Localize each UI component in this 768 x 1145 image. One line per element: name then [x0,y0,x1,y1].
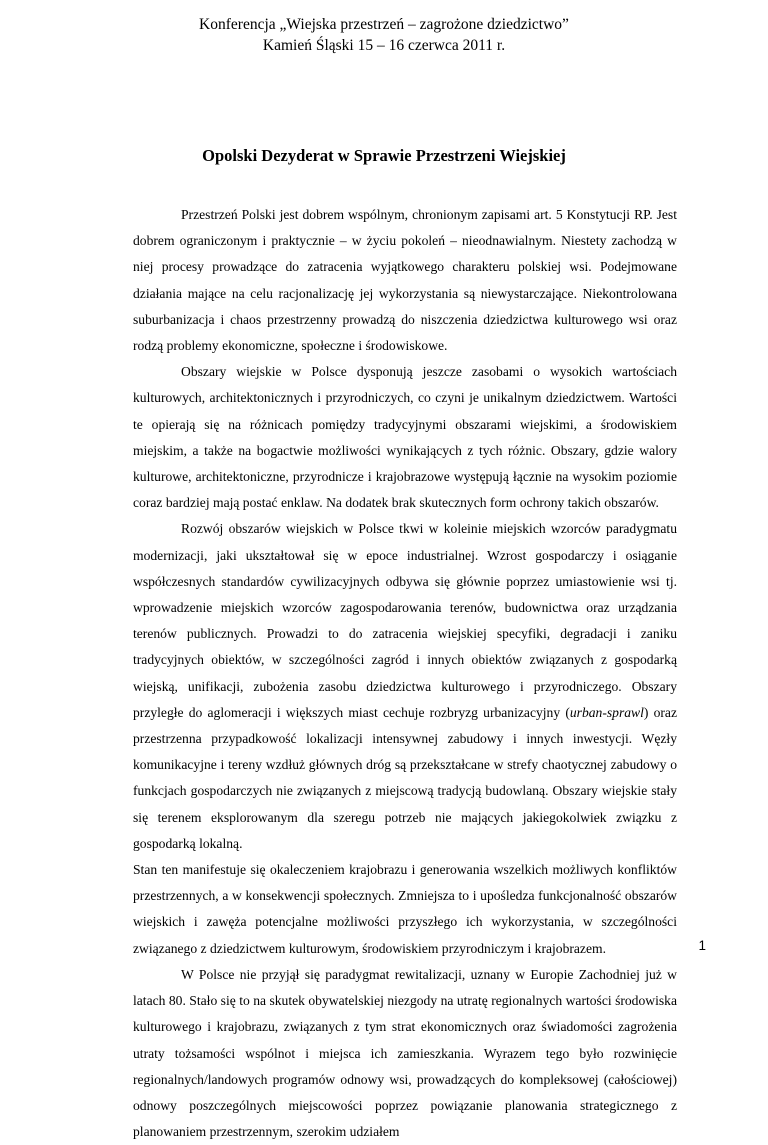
conference-header [0,14,768,56]
paragraph-1: Przestrzeń Polski jest dobrem wspólnym, chronionym zapisami art. 5 Konstytucji RP. Jest dobrem ograniczonym i praktycznie – w życiu pokoleń – nieodnawialnym. Niestety zachodzą w niej procesy prowadzące do zatracenia wyjątkowego charakteru polskiej wsi. Podejmowane działania mające na celu racjonalizację jej wykorzystania są niewystarczające. Niekontrolowana suburbanizacja i chaos przestrzenny prowadzą do niszczenia dziedzictwa kulturowego wsi oraz rodzą problemy ekonomiczne, społeczne i środowiskowe. [133,207,677,354]
paragraph-3 [133,516,677,857]
header-line-2: Kamień Śląski 15 – 16 czerwca 2011 r. [262,37,506,54]
paragraph-2: Obszary wiejskie w Polsce dysponują jeszcze zasobami o wysokich wartościach kulturowych, architektonicznych i przyrodniczych, co czyni je unikalnym dziedzictwem. Wartości te opierają się na różnicach pomiędzy tradycyjnymi obszarami wiejskimi, a środowiskiem miejskim, a także na bogactwie możliwości wynikających z tych różnic. Obszary, gdzie walory kulturowe, architektoniczne, przyrodnicze i krajobrazowe występują łącznie na wysokim poziomie coraz bardziej mają postać enklaw. Na dodatek brak skutecznych form ochrony takich obszarów. [133,364,677,511]
header-line-1: Konferencja „Wiejska przestrzeń – zagrożone dziedzictwo” [199,16,569,33]
paragraph-4: Stan ten manifestuje się okaleczeniem krajobrazu i generowania wszelkich możliwych konfliktów przestrzennych, a w konsekwencji społecznych. Zmniejsza to i upośledza funkcjonalność obszarów wiejskich i zawęża potencjalne możliwości przyszłego ich wykorzystania, w szczególności związanego z dziedzictwem kulturowym, środowiskiem przyrodniczym i krajobrazem. [133,862,677,956]
paragraph-3-part-2: ) oraz przestrzenna przypadkowość lokalizacji intensywnej zabudowy i innych inwestycji. Węzły komunikacyjne i tereny wzdłuż głównych dróg są przekształcane w strefy chaotycznej zabudowy o funkcjach gospodarczych nie związanych z miejscową tradycją budowlaną. Obszary wiejskie stały się terenem eksplorowanym dla szeregu potrzeb nie mających jakiegokolwiek związku z gospodarką lokalną. [133,704,677,851]
paragraph-5: W Polsce nie przyjął się paradygmat rewitalizacji, uznany w Europie Zachodniej już w latach 80. Stało się to na skutek obywatelskiej niezgody na utratę regionalnych wartości środowiska kulturowego i krajobrazu, związanych z tym strat ekonomicznych oraz świadomości zagrożenia utraty tożsamości wspólnot i miejsca ich zamieszkania. Wyrazem tego było rozwinięcie regionalnych/landowych programów odnowy wsi, prowadzących do kompleksowej (całościowej) odnowy poszczególnych miejscowości poprzez powiązanie planowania strategicznego z planowaniem przestrzennym, szerokim udziałem [133,966,677,1140]
page-number: 1 [698,938,706,953]
document-body [133,202,677,1145]
document-title: Opolski Dezyderat w Sprawie Przestrzeni Wiejskiej [202,146,566,165]
paragraph-3-part-1: Rozwój obszarów wiejskich w Polsce tkwi w koleinie miejskich wzorców paradygmatu modernizacji, jaki ukształtował się w epoce industrialnej. Wzrost gospodarczy i osiąganie współczesnych standardów cywilizacyjnych odbywa się głównie poprzez umiastowienie wsi tj. wprowadzenie miejskich wzorców zagospodarowania terenów, budownictwa oraz urządzania terenów publicznych. Prowadzi to do zatracenia wiejskiej specyfiki, degradacji i zaniku tradycyjnych obiektów, w szczególności zagród i innych obiektów związanych z gospodarką wiejską, unifikacji, zubożenia zasobu dziedzictwa kulturowego i przyrodniczego. Obszary przyległe do aglomeracji i większych miast cechuje rozbryzg urbanizacyjny ( [133,521,677,720]
paragraph-3-italic-term: urban-sprawl [569,704,644,720]
